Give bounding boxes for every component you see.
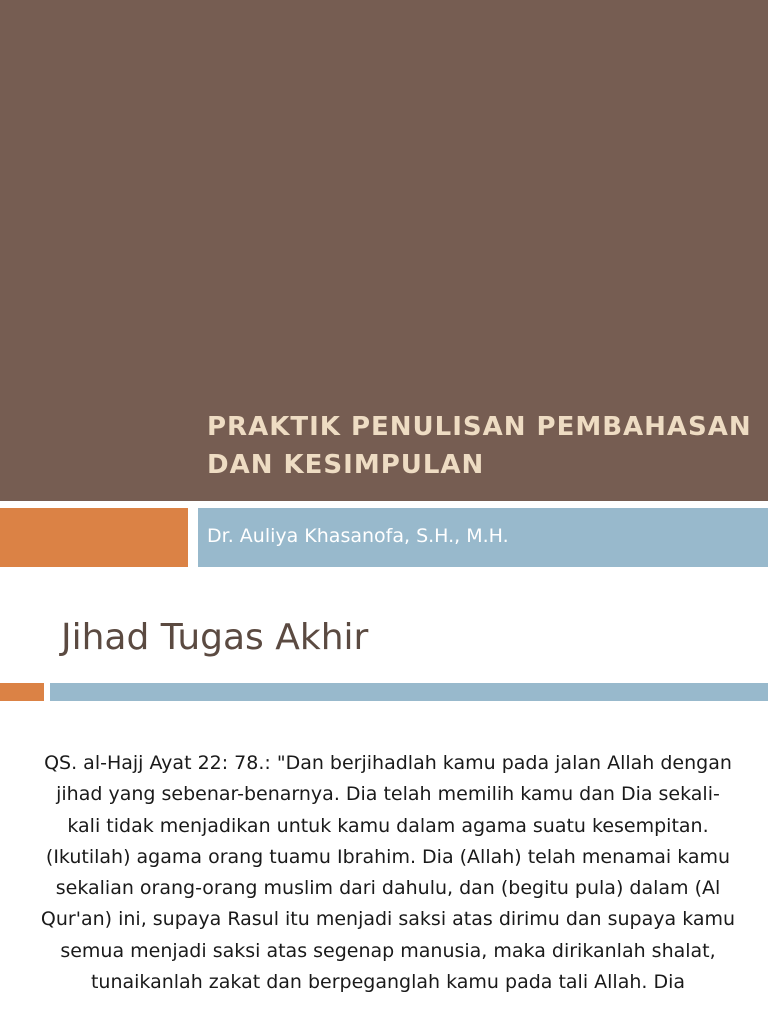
- subtitle-band: [198, 508, 768, 567]
- slide-body-text: QS. al-Hajj Ayat 22: 78.: "Dan berjihadlah kamu pada jalan Allah dengan jihad yang sebenar-benarnya. Dia telah memilih kamu dan Dia sekali-kali tidak menjadikan untuk kamu dalam agama suatu kesempitan. (Ikutilah) agama orang tuamu Ibrahim. Dia (Allah) telah menamai kamu sekalian orang-orang muslim dari dahulu, dan (begitu pula) dalam (Al Qur'an) ini, supaya Rasul itu menjadi saksi atas dirimu dan supaya kamu semua menjadi saksi atas segenap manusia, maka dirikanlah shalat, tunaikanlah zakat dan berpeganglah kamu pada tali Allah. Dia: [40, 752, 736, 994]
- content-slide: [0, 576, 768, 1024]
- accent-block-orange: [0, 508, 188, 567]
- deck-subtitle: Dr. Auliya Khasanofa, S.H., M.H.: [207, 525, 509, 547]
- accent-block-orange-small: [0, 683, 44, 701]
- slide-heading: Jihad Tugas Akhir: [61, 617, 369, 658]
- heading-rule-band: [50, 683, 768, 701]
- title-band: [0, 0, 768, 501]
- deck-title: PRAKTIK PENULISAN PEMBAHASAN DAN KESIMPULAN: [207, 412, 752, 480]
